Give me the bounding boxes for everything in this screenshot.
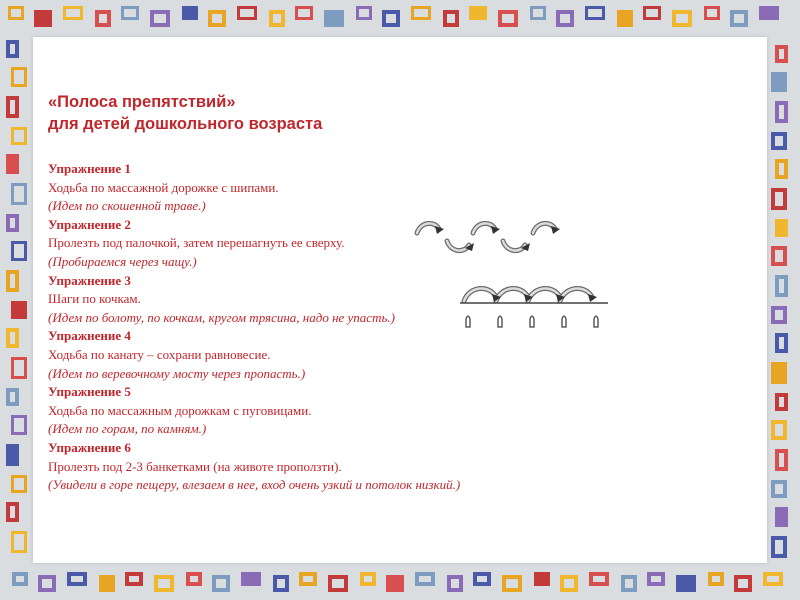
border-square [730, 10, 748, 27]
border-square [328, 575, 348, 592]
border-square [708, 572, 724, 586]
border-square [771, 536, 787, 558]
border-square [447, 575, 463, 592]
border-square [11, 415, 27, 435]
border-square [676, 575, 696, 592]
border-square [295, 6, 313, 20]
border-square [11, 183, 27, 205]
exercise-heading: Упражнение 4 [48, 328, 131, 344]
border-square [771, 306, 787, 324]
border-square [360, 572, 376, 586]
border-square [775, 393, 788, 411]
border-square [530, 6, 546, 20]
exercise-task: Пролезть под 2-3 банкетками (на животе проползти). [48, 458, 342, 474]
exercise-heading: Упражнение 1 [48, 161, 131, 176]
border-square [6, 388, 19, 406]
border-square [643, 6, 661, 20]
exercise-task: Ходьба по массажной дорожке с шипами. [48, 179, 279, 195]
border-square [6, 444, 19, 466]
title-line-2: для детей дошкольного возраста [48, 115, 323, 133]
border-square [759, 6, 779, 20]
border-square [415, 572, 435, 586]
border-square [734, 575, 752, 592]
border-square [67, 572, 87, 586]
border-square [775, 45, 788, 63]
border-square [95, 10, 111, 27]
border-square [771, 72, 787, 92]
border-square [775, 159, 788, 179]
border-square [121, 6, 139, 20]
border-square [473, 572, 491, 586]
border-square [150, 10, 170, 27]
border-square [771, 362, 787, 384]
border-square [8, 6, 24, 20]
border-square [556, 10, 574, 27]
border-square [6, 270, 19, 292]
border-square [11, 357, 27, 379]
border-square [704, 6, 720, 20]
border-square [241, 572, 261, 586]
border-square [11, 127, 27, 145]
border-square [585, 6, 605, 20]
border-square [775, 449, 788, 471]
border-square [502, 575, 522, 592]
border-square [186, 572, 202, 586]
border-square [386, 575, 404, 592]
border-square [38, 575, 56, 592]
exercise-story: (Идем по веревочному мосту через пропасть.) [48, 365, 306, 381]
border-square [771, 420, 787, 440]
border-square [208, 10, 226, 27]
exercise-story: (Увидели в горе пещеру, влезаем в нее, вход очень узкий и потолок низкий.) [48, 477, 461, 493]
border-square [617, 10, 633, 27]
border-square [775, 333, 788, 353]
exercise-task: Ходьба по массажным дорожкам с пуговицами. [48, 402, 312, 418]
border-square [6, 154, 19, 174]
exercise-heading: Упражнение 6 [48, 439, 131, 455]
border-square [356, 6, 372, 20]
border-square [11, 301, 27, 319]
exercise-5 [48, 383, 568, 439]
exercise-story: (Идем по горам, по камням.) [48, 421, 207, 437]
border-square [125, 572, 143, 586]
border-square [771, 246, 787, 266]
border-square [498, 10, 518, 27]
exercise-6 [48, 439, 568, 495]
slide-panel [33, 37, 767, 563]
border-square [775, 507, 788, 527]
border-square [237, 6, 257, 20]
border-square [6, 328, 19, 348]
border-square [775, 275, 788, 297]
exercise-story: (Идем по болоту, по кочкам, кругом трясина, надо не упасть.) [48, 309, 395, 325]
border-square [6, 96, 19, 118]
slide-title [48, 91, 322, 135]
border-square [775, 101, 788, 123]
border-square [771, 480, 787, 498]
exercise-4 [48, 327, 568, 383]
exercise-heading: Упражнение 3 [48, 272, 131, 288]
border-square [775, 219, 788, 237]
border-square [411, 6, 431, 20]
border-square [324, 10, 344, 27]
border-square [763, 572, 783, 586]
border-square [63, 6, 83, 20]
border-square [443, 10, 459, 27]
border-square [273, 575, 289, 592]
title-line-1: «Полоса препятствий» [48, 93, 236, 111]
exercise-task: Ходьба по канату – сохрани равновесие. [48, 346, 271, 362]
border-square [6, 502, 19, 522]
border-square [560, 575, 578, 592]
border-square [589, 572, 609, 586]
border-square [382, 10, 400, 27]
border-square [621, 575, 637, 592]
border-square [99, 575, 115, 592]
border-square [182, 6, 198, 20]
border-square [11, 531, 27, 553]
exercise-heading: Упражнение 2 [48, 216, 131, 232]
exercise-heading: Упражнение 5 [48, 384, 131, 400]
border-square [212, 575, 230, 592]
border-square [299, 572, 317, 586]
exercise-story: (Идем по скошенной траве.) [48, 198, 206, 214]
border-square [11, 475, 27, 493]
border-square [6, 214, 19, 232]
exercise-1 [48, 160, 568, 216]
border-square [647, 572, 665, 586]
hopping-arrows-icon [458, 283, 618, 335]
border-square [469, 6, 487, 20]
border-square [771, 188, 787, 210]
border-square [11, 67, 27, 87]
over-under-arrows-icon [411, 217, 571, 259]
border-square [12, 572, 28, 586]
border-square [672, 10, 692, 27]
exercise-story: (Пробираемся через чащу.) [48, 253, 197, 269]
border-square [6, 40, 19, 58]
border-square [154, 575, 174, 592]
border-square [771, 132, 787, 150]
exercise-task: Пролезть под палочкой, затем перешагнуть ее сверху. [48, 235, 345, 251]
exercise-task: Шаги по кочкам. [48, 291, 141, 307]
border-square [269, 10, 285, 27]
border-square [11, 241, 27, 261]
border-square [34, 10, 52, 27]
border-square [534, 572, 550, 586]
